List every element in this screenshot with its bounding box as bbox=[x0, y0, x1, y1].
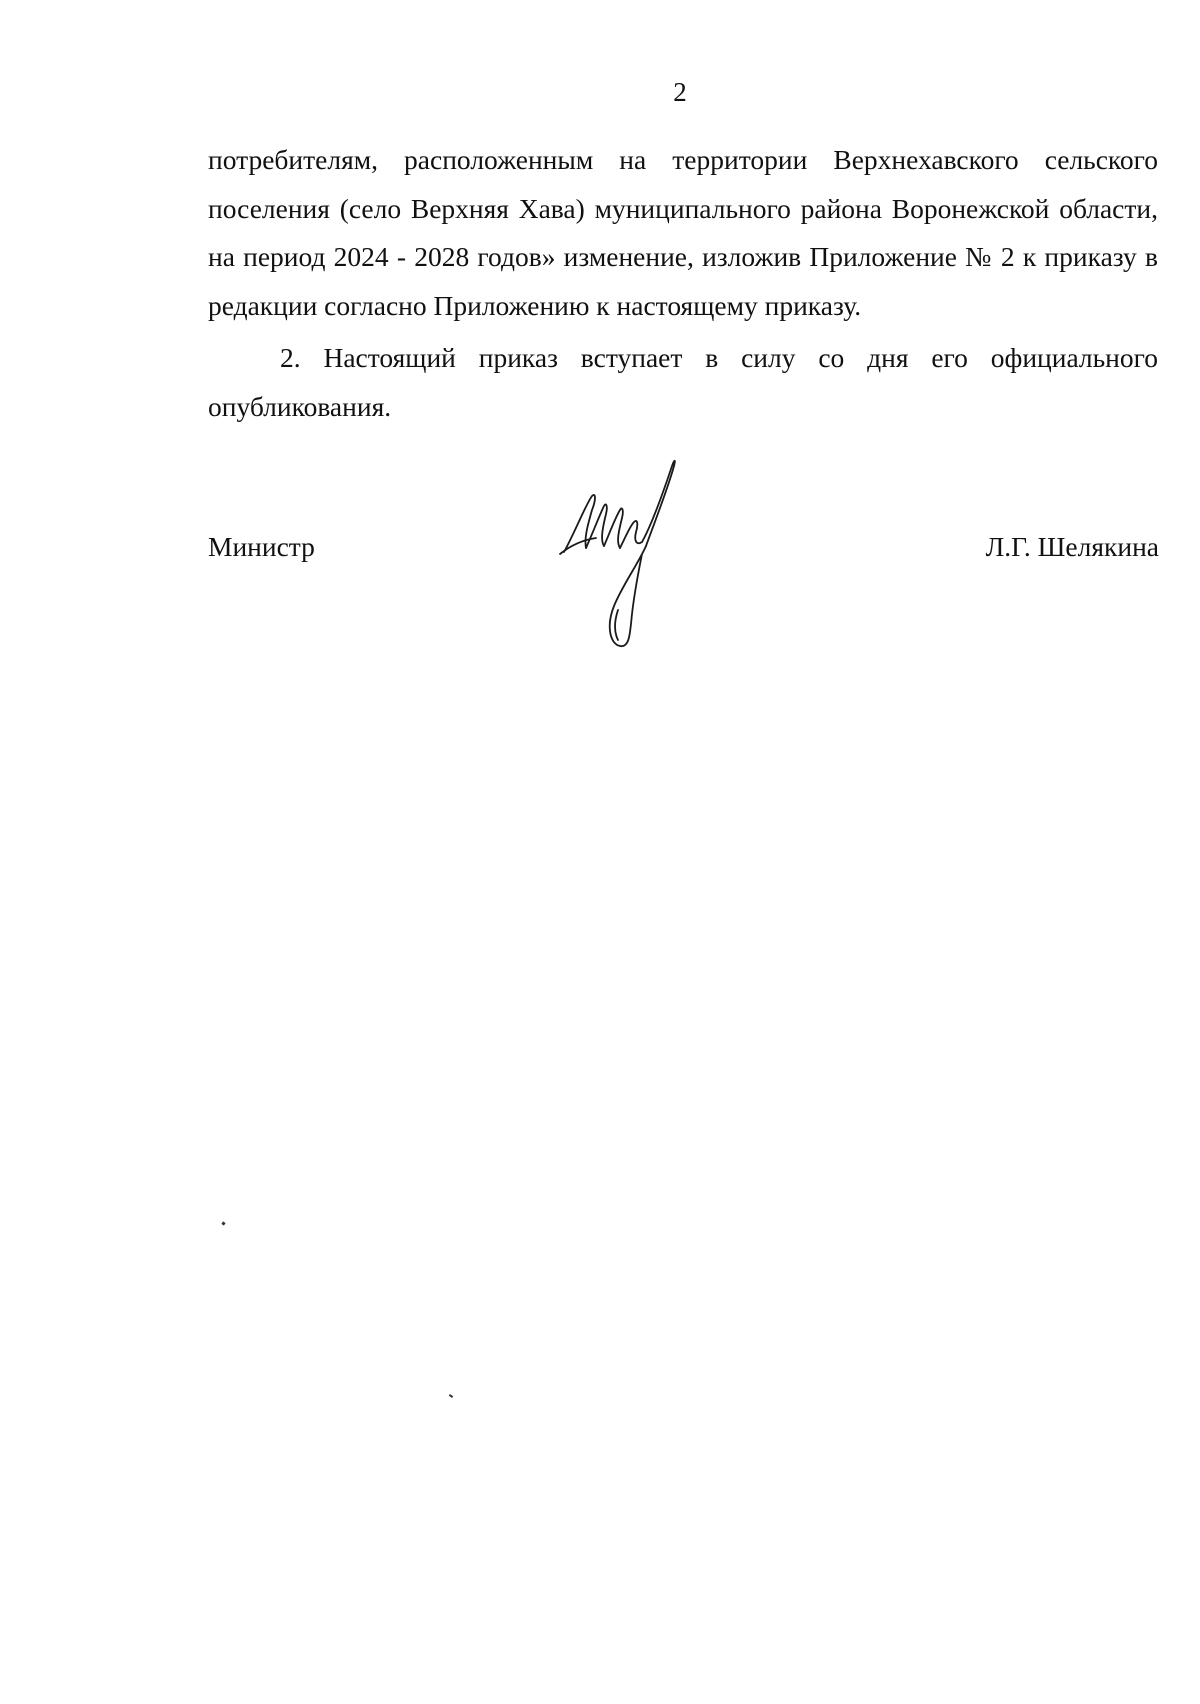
scan-speck bbox=[221, 1221, 225, 1225]
paragraph-item-2: 2. Настоящий приказ вступает в силу со дня его официального опубликования. bbox=[208, 342, 1158, 422]
page-number: 2 bbox=[673, 77, 687, 107]
signatory-name: Л.Г. Шелякина bbox=[985, 531, 1159, 562]
signatory-role: Министр bbox=[208, 531, 315, 562]
document-body bbox=[208, 136, 1158, 435]
signature-icon bbox=[556, 454, 696, 654]
paragraph-continuation: потребителям, расположенным на территории Верхнехавского сельского поселения (село Верхняя Хава) муниципального района Воронежской области, на период 2024 - 2028 годов» изменение, изложив Приложение № 2 к приказу в редакции согласно Приложению к настоящему приказу. bbox=[208, 144, 1158, 321]
scan-speck bbox=[449, 1394, 453, 1398]
